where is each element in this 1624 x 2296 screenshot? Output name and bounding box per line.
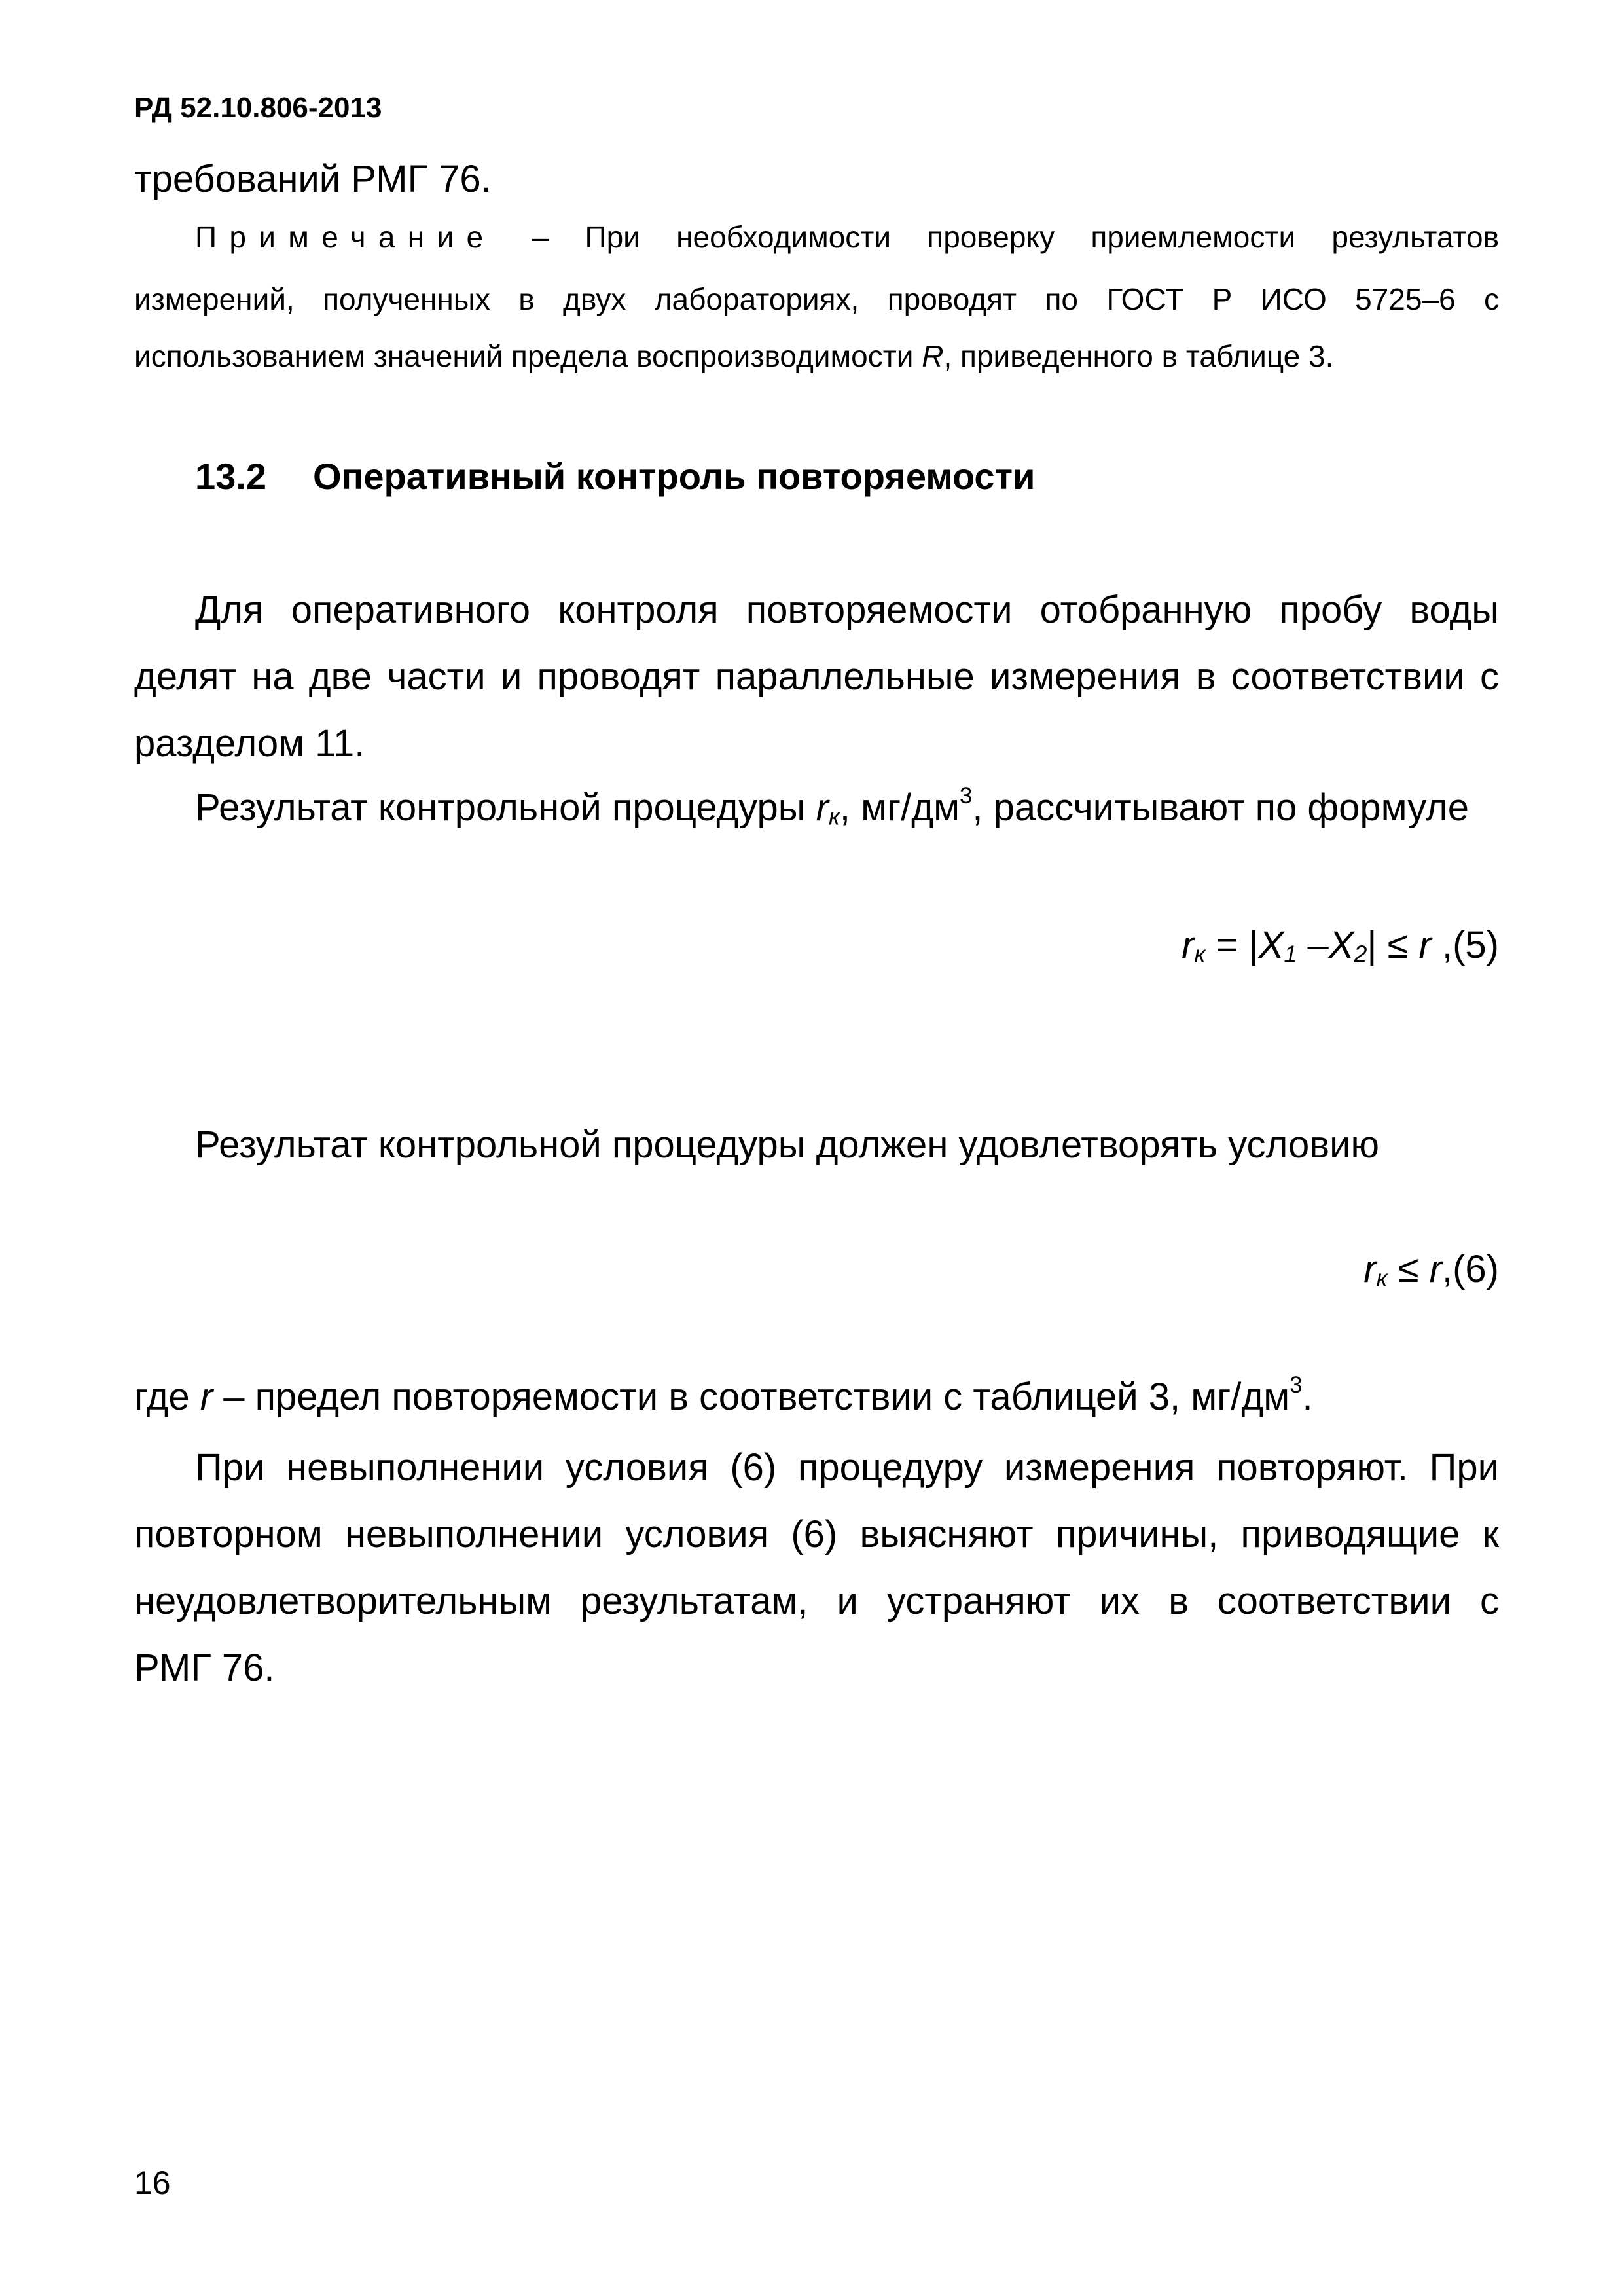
formula-5-lhs: r <box>1182 924 1195 966</box>
formula-6-lhs-sub: к <box>1376 1264 1388 1292</box>
document-code: РД 52.10.806-2013 <box>134 92 382 124</box>
paragraph-2-pre: Результат контрольной процедуры <box>195 786 806 829</box>
note-line-3-post: , приведенного в таблице 3. <box>943 339 1334 373</box>
formula-6-rhs: r <box>1429 1248 1442 1290</box>
formula-5 <box>1182 923 1499 967</box>
formula-6-rel: ≤ <box>1387 1248 1430 1290</box>
section-title: Оперативный контроль повторяемости <box>313 456 1036 497</box>
formula-6-number: ,(6) <box>1442 1248 1499 1290</box>
formula-5-rhs: r <box>1418 924 1432 966</box>
continuation-text: требований РМГ 76. <box>134 158 492 200</box>
section-number: 13.2 <box>195 456 266 497</box>
paragraph-5-line-2: повторном невыполнении условия (6) выясняют причины, приводящие к <box>134 1513 1499 1556</box>
formula-5-minus: – <box>1297 924 1329 966</box>
formula-5-x2: X <box>1328 924 1354 966</box>
formula-5-number: ,(5) <box>1431 924 1499 966</box>
formula-5-x1: X <box>1258 924 1284 966</box>
paragraph-1-line-3: разделом 11. <box>134 722 365 765</box>
note-line-2: измерений, полученных в двух лабораториях, проводят по ГОСТ Р ИСО 5725–6 с <box>134 282 1499 316</box>
note-line-3 <box>134 338 1499 374</box>
paragraph-1-line-2: делят на две части и проводят параллельные измерения в соответствии с <box>134 655 1499 698</box>
note-line-3-pre: использованием значений предела воспроизводимости <box>134 339 914 373</box>
paragraph-4-end: . <box>1302 1376 1313 1418</box>
paragraph-3: Результат контрольной процедуры должен удовлетворять условию <box>195 1123 1379 1166</box>
var-r: r <box>816 786 829 829</box>
formula-5-x2-sub: 2 <box>1354 940 1367 968</box>
paragraph-4-post: – предел повторяемости в соответствии с таблицей 3, мг/дм <box>213 1376 1290 1418</box>
paragraph-5-line-1: При невыполнении условия (6) процедуру измерения повторяют. При <box>195 1446 1499 1489</box>
paragraph-2 <box>195 782 1499 830</box>
paragraph-4-sup: 3 <box>1290 1372 1303 1398</box>
formula-5-x1-sub: 1 <box>1284 940 1297 968</box>
formula-5-lhs-sub: к <box>1194 940 1206 968</box>
note-line-1-text: – При необходимости проверку приемлемости результатов <box>532 220 1500 254</box>
note-line-1 <box>195 219 1499 255</box>
paragraph-2-unit: , мг/дм <box>839 786 960 829</box>
note-label: Примечание <box>195 220 496 254</box>
paragraph-1-line-1: Для оперативного контроля повторяемости отобранную пробу воды <box>195 589 1499 631</box>
formula-5-eq: = | <box>1205 924 1259 966</box>
formula-6 <box>1363 1247 1499 1291</box>
paragraph-2-post: , рассчитывают по формуле <box>972 786 1470 829</box>
paragraph-4-var: r <box>200 1376 213 1418</box>
section-heading <box>195 455 1035 498</box>
paragraph-4-pre: где <box>134 1376 190 1418</box>
unit-superscript: 3 <box>960 782 973 809</box>
var-r-sub: к <box>828 803 840 830</box>
formula-6-lhs: r <box>1363 1248 1377 1290</box>
page-number: 16 <box>134 2164 171 2201</box>
paragraph-4 <box>134 1372 1499 1419</box>
formula-5-rel: | ≤ <box>1367 924 1419 966</box>
paragraph-5-line-3: неудовлетворительным результатам, и устраняют их в соответствии с <box>134 1580 1499 1622</box>
paragraph-5-line-4: РМГ 76. <box>134 1647 275 1689</box>
note-var-R: R <box>922 339 944 373</box>
